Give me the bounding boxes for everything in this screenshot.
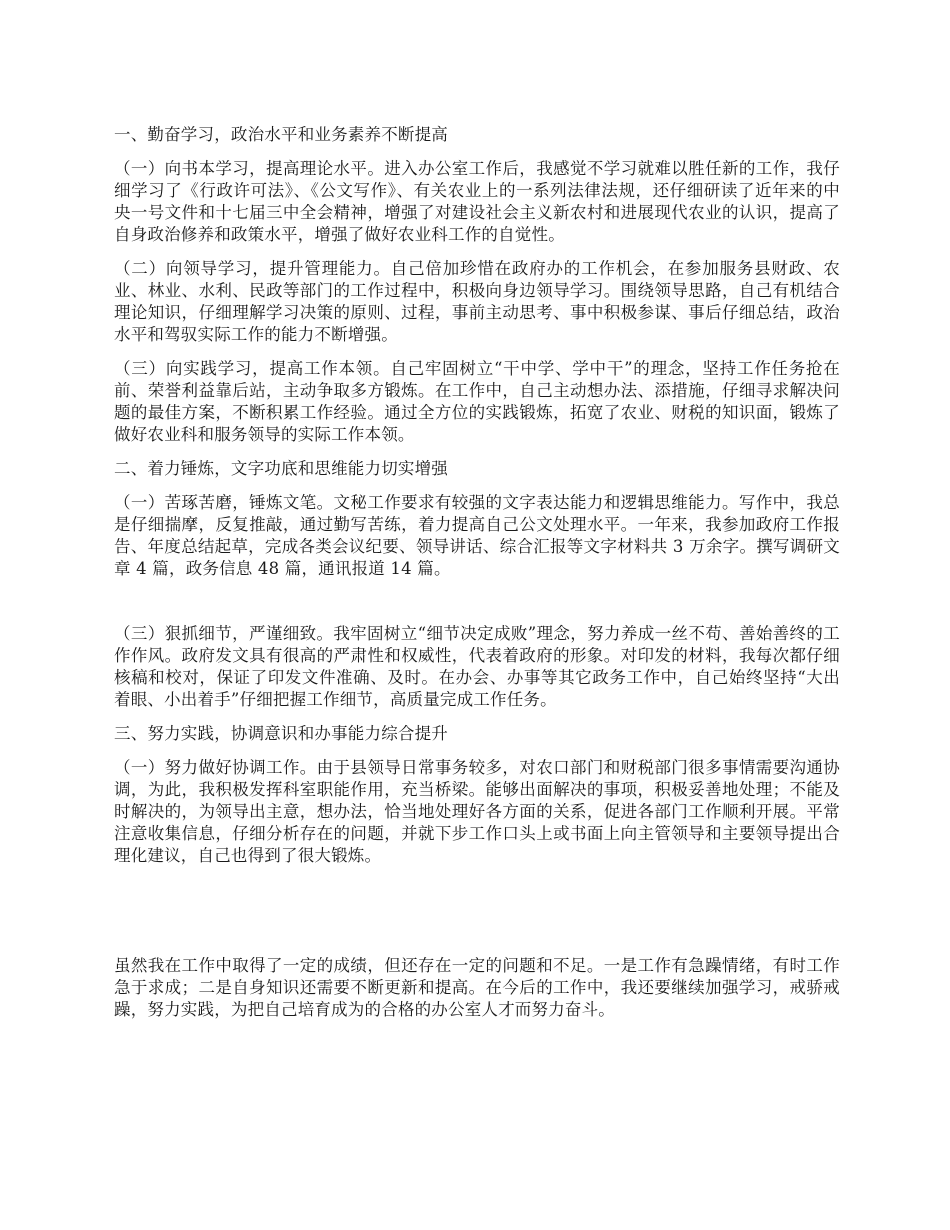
closing-paragraph: 虽然我在工作中取得了一定的成绩，但还存在一定的问题和不足。一是工作有急躁情绪，有时工作急于求成；二是自身知识还需要不断更新和提高。在今后的工作中，我还要继续加强学习，戒骄戒躁，努力实践，为把自己培育成为的合格的办公室人才而努力奋斗。 <box>114 956 840 1019</box>
document-body <box>114 124 840 1033</box>
section-heading-2: 二、着力锤炼，文字功底和思维能力切实增强 <box>114 459 448 478</box>
section-heading-1: 一、勤奋学习，政治水平和业务素养不断提高 <box>114 125 448 144</box>
paragraph-3-1: （一）努力做好协调工作。由于县领导日常事务较多，对农口部门和财税部门很多事情需要沟通协调，为此，我积极发挥科室职能作用，充当桥梁。能够出面解决的事项，积极妥善地处理；不能及时解决的，为领导出主意，想办法，恰当地处理好各方面的关系，促进各部门工作顺利开展。平常注意收集信息，仔细分析存在的问题，并就下步工作口头上或书面上向主管领导和主要领导提出合理化建议，自己也得到了很大锻炼。 <box>114 758 840 865</box>
paragraph-1-2: （二）向领导学习，提升管理能力。自己倍加珍惜在政府办的工作机会，在参加服务县财政、农业、林业、水利、民政等部门的工作过程中，积极向身边领导学习。围绕领导思路，自己有机结合理论知识，仔细理解学习决策的原则、过程，事前主动思考、事中积极参谋、事后仔细总结，政治水平和驾驭实际工作的能力不断增强。 <box>114 259 840 344</box>
section-heading-3: 三、努力实践，协调意识和办事能力综合提升 <box>114 724 448 743</box>
paragraph-2-3: （三）狠抓细节，严谨细致。我牢固树立“细节决定成败”理念，努力养成一丝不苟、善始善终的工作作风。政府发文具有很高的严肃性和权威性，代表着政府的形象。对印发的材料，我每次都仔细核稿和校对，保证了印发文件准确、及时。在办会、办事等其它政务工作中，自己始终坚持“大出着眼、小出着手”仔细把握工作细节，高质量完成工作任务。 <box>114 624 840 709</box>
paragraph-2-1: （一）苦琢苦磨，锤炼文笔。文秘工作要求有较强的文字表达能力和逻辑思维能力。写作中，我总是仔细揣摩，反复推敲，通过勤写苦练，着力提高自己公文处理水平。一年来，我参加政府工作报告、年度总结起草，完成各类会议纪要、领导讲话、综合汇报等文字材料共 3 万余字。撰写调研文章 4 篇，政务信息 48 篇，通讯报道 14 篇。 <box>114 493 840 578</box>
paragraph-1-1: （一）向书本学习，提高理论水平。进入办公室工作后，我感觉不学习就难以胜任新的工作，我仔细学习了《行政许可法》、《公文写作》、有关农业上的一系列法律法规，还仔细研读了近年来的中央一号文件和十七届三中全会精神，增强了对建设社会主义新农村和进展现代农业的认识，提高了自身政治修养和政策水平，增强了做好农业科工作的自觉性。 <box>114 159 840 244</box>
paragraph-1-3: （三）向实践学习，提高工作本领。自己牢固树立“干中学、学中干”的理念，坚持工作任务抢在前、荣誉利益靠后站，主动争取多方锻炼。在工作中，自己主动想办法、添措施，仔细寻求解决问题的最佳方案，不断积累工作经验。通过全方位的实践锻炼，拓宽了农业、财税的知识面，锻炼了做好农业科和服务领导的实际工作本领。 <box>114 359 840 444</box>
blank-space <box>114 879 840 955</box>
blank-space <box>114 592 840 623</box>
